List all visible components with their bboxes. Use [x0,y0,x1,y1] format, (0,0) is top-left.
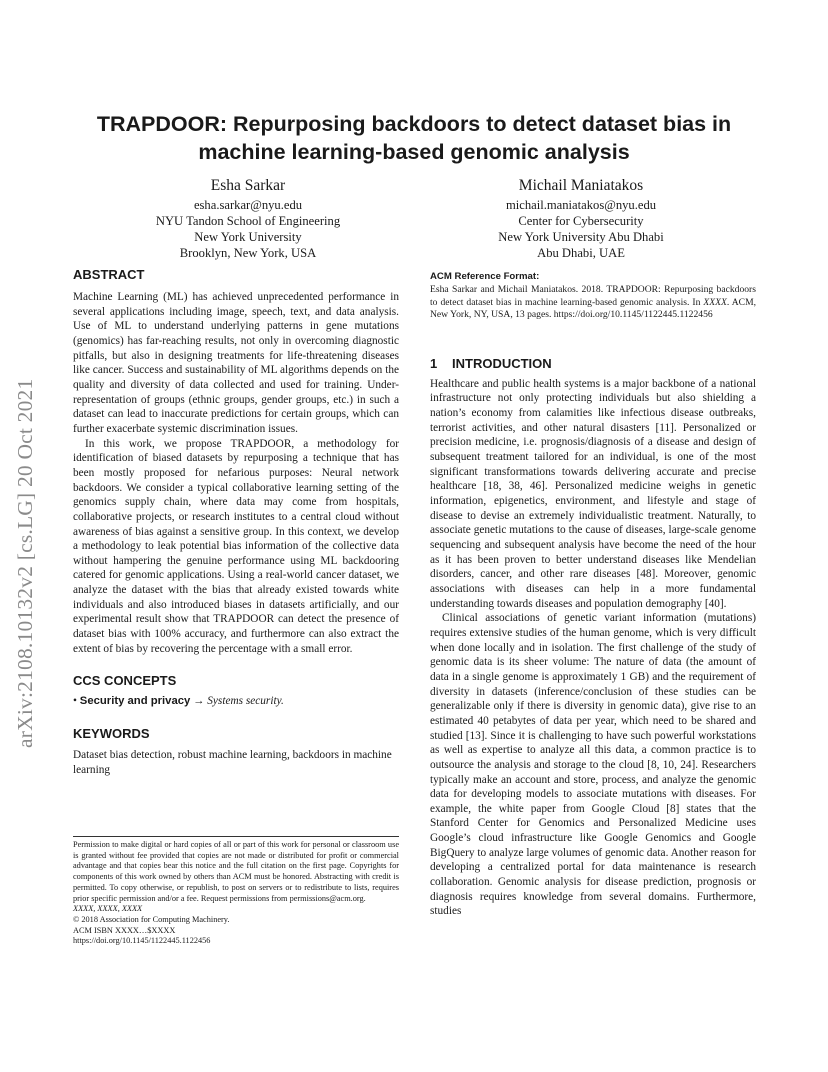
venue-placeholder: XXXX, XXXX, XXXX [73,904,143,914]
paper-title: TRAPDOOR: Repurposing backdoors to detect dataset bias in machine learning-based genomic analysis [96,112,732,164]
isbn-line: ACM ISBN XXXX…$XXXX [73,925,176,935]
author-email: michail.maniatakos@nyu.edu [505,198,657,212]
ccs-concept-item [73,694,399,709]
arxiv-identifier-stamp: arXiv:2108.10132v2 [cs.LG] 20 Oct 2021 [13,378,37,748]
author-block-2 [416,176,746,261]
abstract-paragraph-1: Machine Learning (ML) has achieved unprecedented performance in several applications including image, speech, text, and data analysis. Use of ML to understand underlying patterns in gene mutations (genomics) has far-reaching results, not only in overcoming diagnostic pitfalls, but also in designing treatments for life-threatening diseases like cancer. Success and sustainability of ML algorithms depends on the quality and diversity of data collected and used for training. Under-representation of groups (ethnic groups, gender groups, etc.) in such a dataset can lead to inaccurate predictions for certain groups, which can further exacerbate systemic discrimination issues. [73,291,399,435]
introduction-paragraph-2: Clinical associations of genetic variant information (mutations) requires extensive studies of the human genome, which is very difficult when done locally and in isolation. The first challenge of the study of genomic data is its sheer volume: The nature of data (the amount of data in a single genome is approximately 1 GB) and the requirement of diversity in datasets (inference/conclusion of these studies can be generalizable only if there is diversity in genomic data), give rise to an estimated 40 petabytes of data per year, which need to be shared and studied [13]. Since it is challenging to have such powerful workstations as well as expertise to analyze all this data, a common practice is to outsource the analysis and storage to the cloud [8, 10, 24]. Researchers typically make an account and store, process, and analyze the genomic data for developing models to associate mutations with diseases. For example, the white paper from Google Cloud [8] states that the Stanford Center for Genomics and Personalized Medicine uses Google’s cloud infrastructure like Google Genomics and Google BigQuery to analyze large volumes of genomic data. Another reason for developing a centralized portal for data maintenance is research collaboration. Genomic analysis for disease prediction, prognosis or diagnosis requires knowledge from several domains. Furthermore, studies [430,612,756,918]
abstract-paragraph-2: In this work, we propose TRAPDOOR, a methodology for identification of biased datasets by repurposing a technique that has been mostly proposed for nefarious purposes: Neural network backdoors. We consider a typical collaborative learning setting of the genomics supply chain, where data may come from hospitals, collaborative projects, or research institutes to a central cloud without awareness of bias against a sensitive group. In this context, we develop a methodology to leak potential bias information of the collective data without hampering the genuine performance using ML backdooring catered for genomic applications. Using a real-world cancer dataset, we analyze the dataset with the bias that already existed towards white individuals and also introduced biases in datasets artificially, and our experimental result show that TRAPDOOR can detect the presence of dataset bias with 100% accuracy, and furthermore can also extract the extent of bias by recovering the percentage with a small error. [73,437,399,655]
permission-notice: Permission to make digital or hard copies of all or part of this work for personal or classroom use is granted without fee provided that copies are not made or distributed for profit or commercial advantage and that copies bear this notice and the full citation on the first page. Copyrights for components of this work owned by others than ACM must be honored. Abstracting with credit is permitted. To copy otherwise, or republish, to post on servers or to redistribute to lists, requires prior specific permission and/or a fee. Request permissions from permissions@acm.org. [73,840,399,903]
right-column [430,270,756,919]
author-location: Abu Dhabi, UAE [537,246,625,260]
ccs-arrow: → [193,695,205,708]
ccs-concept-bold: Security and privacy [79,695,191,708]
author-affiliation: Center for Cybersecurity [518,214,644,228]
acm-reference-pre: Esha Sarkar and Michail Maniatakos. 2018. TRAPDOOR: Repurposing backdoors to detect dataset bias in machine learning-based genomic analysis. In [430,284,756,308]
introduction-paragraph-1: Healthcare and public health systems is a major backbone of a national infrastructure not only protecting individuals but also shielding a nation’s economy from calamities like infectious disease outbreaks, terrorist activities, and other natural disasters [11]. Personalized or precision medicine, i.e. prognosis/diagnosis of a disease and design of subsequent treatment tailored for an individual, is one of the most significant transformations towards delivering accurate and precise healthcare [18, 38, 46]. Personalized medicine weighs in genetic information, epigenetics, environment, and lifestyle and stage of disease to devise an extremely individualistic treatment. Naturally, to associate genetic mutations to the cause of diseases, large-scale genome sequencing and subsequent analysis have become the need of the hour as it has been proven to better understand diseases like Mendelian disorders, cancer, and other rare diseases [48]. Moreover, genomic associations with diseases can help in a more fundamental understanding towards diseases and population demography [40]. [430,377,756,610]
section-number: 1 [430,355,438,371]
abstract-heading: ABSTRACT [73,267,145,282]
author-block-1 [83,176,413,261]
acm-reference-venue: XXXX [703,296,727,308]
copyright-notice: © 2018 Association for Computing Machinery. [73,914,230,924]
introduction-heading [430,355,756,373]
doi-line: https://doi.org/10.1145/1122445.1122456 [73,936,211,946]
author-name: Esha Sarkar [210,177,286,194]
acm-reference-post: . ACM, New York, NY, USA, 13 pages. https://doi.org/10.1145/1122445.1122456 [430,296,757,321]
left-column [73,266,399,778]
author-location: Brooklyn, New York, USA [179,246,317,260]
keywords-heading: KEYWORDS [73,726,150,742]
author-email: esha.sarkar@nyu.edu [193,198,303,212]
ccs-heading: CCS CONCEPTS [73,673,177,689]
acm-reference-text [430,284,756,322]
ccs-concept-italic: Systems security. [207,695,284,708]
author-affiliation: NYU Tandon School of Engineering [155,214,341,228]
permission-footnote [73,836,399,947]
author-institution: New York University Abu Dhabi [498,230,664,244]
author-name: Michail Maniatakos [518,177,644,194]
keywords-text: Dataset bias detection, robust machine learning, backdoors in machine learning [73,749,392,777]
acm-reference-heading: ACM Reference Format: [430,271,540,282]
ccs-bullet: • [73,695,77,708]
section-title: INTRODUCTION [452,355,552,371]
author-institution: New York University [194,230,302,244]
